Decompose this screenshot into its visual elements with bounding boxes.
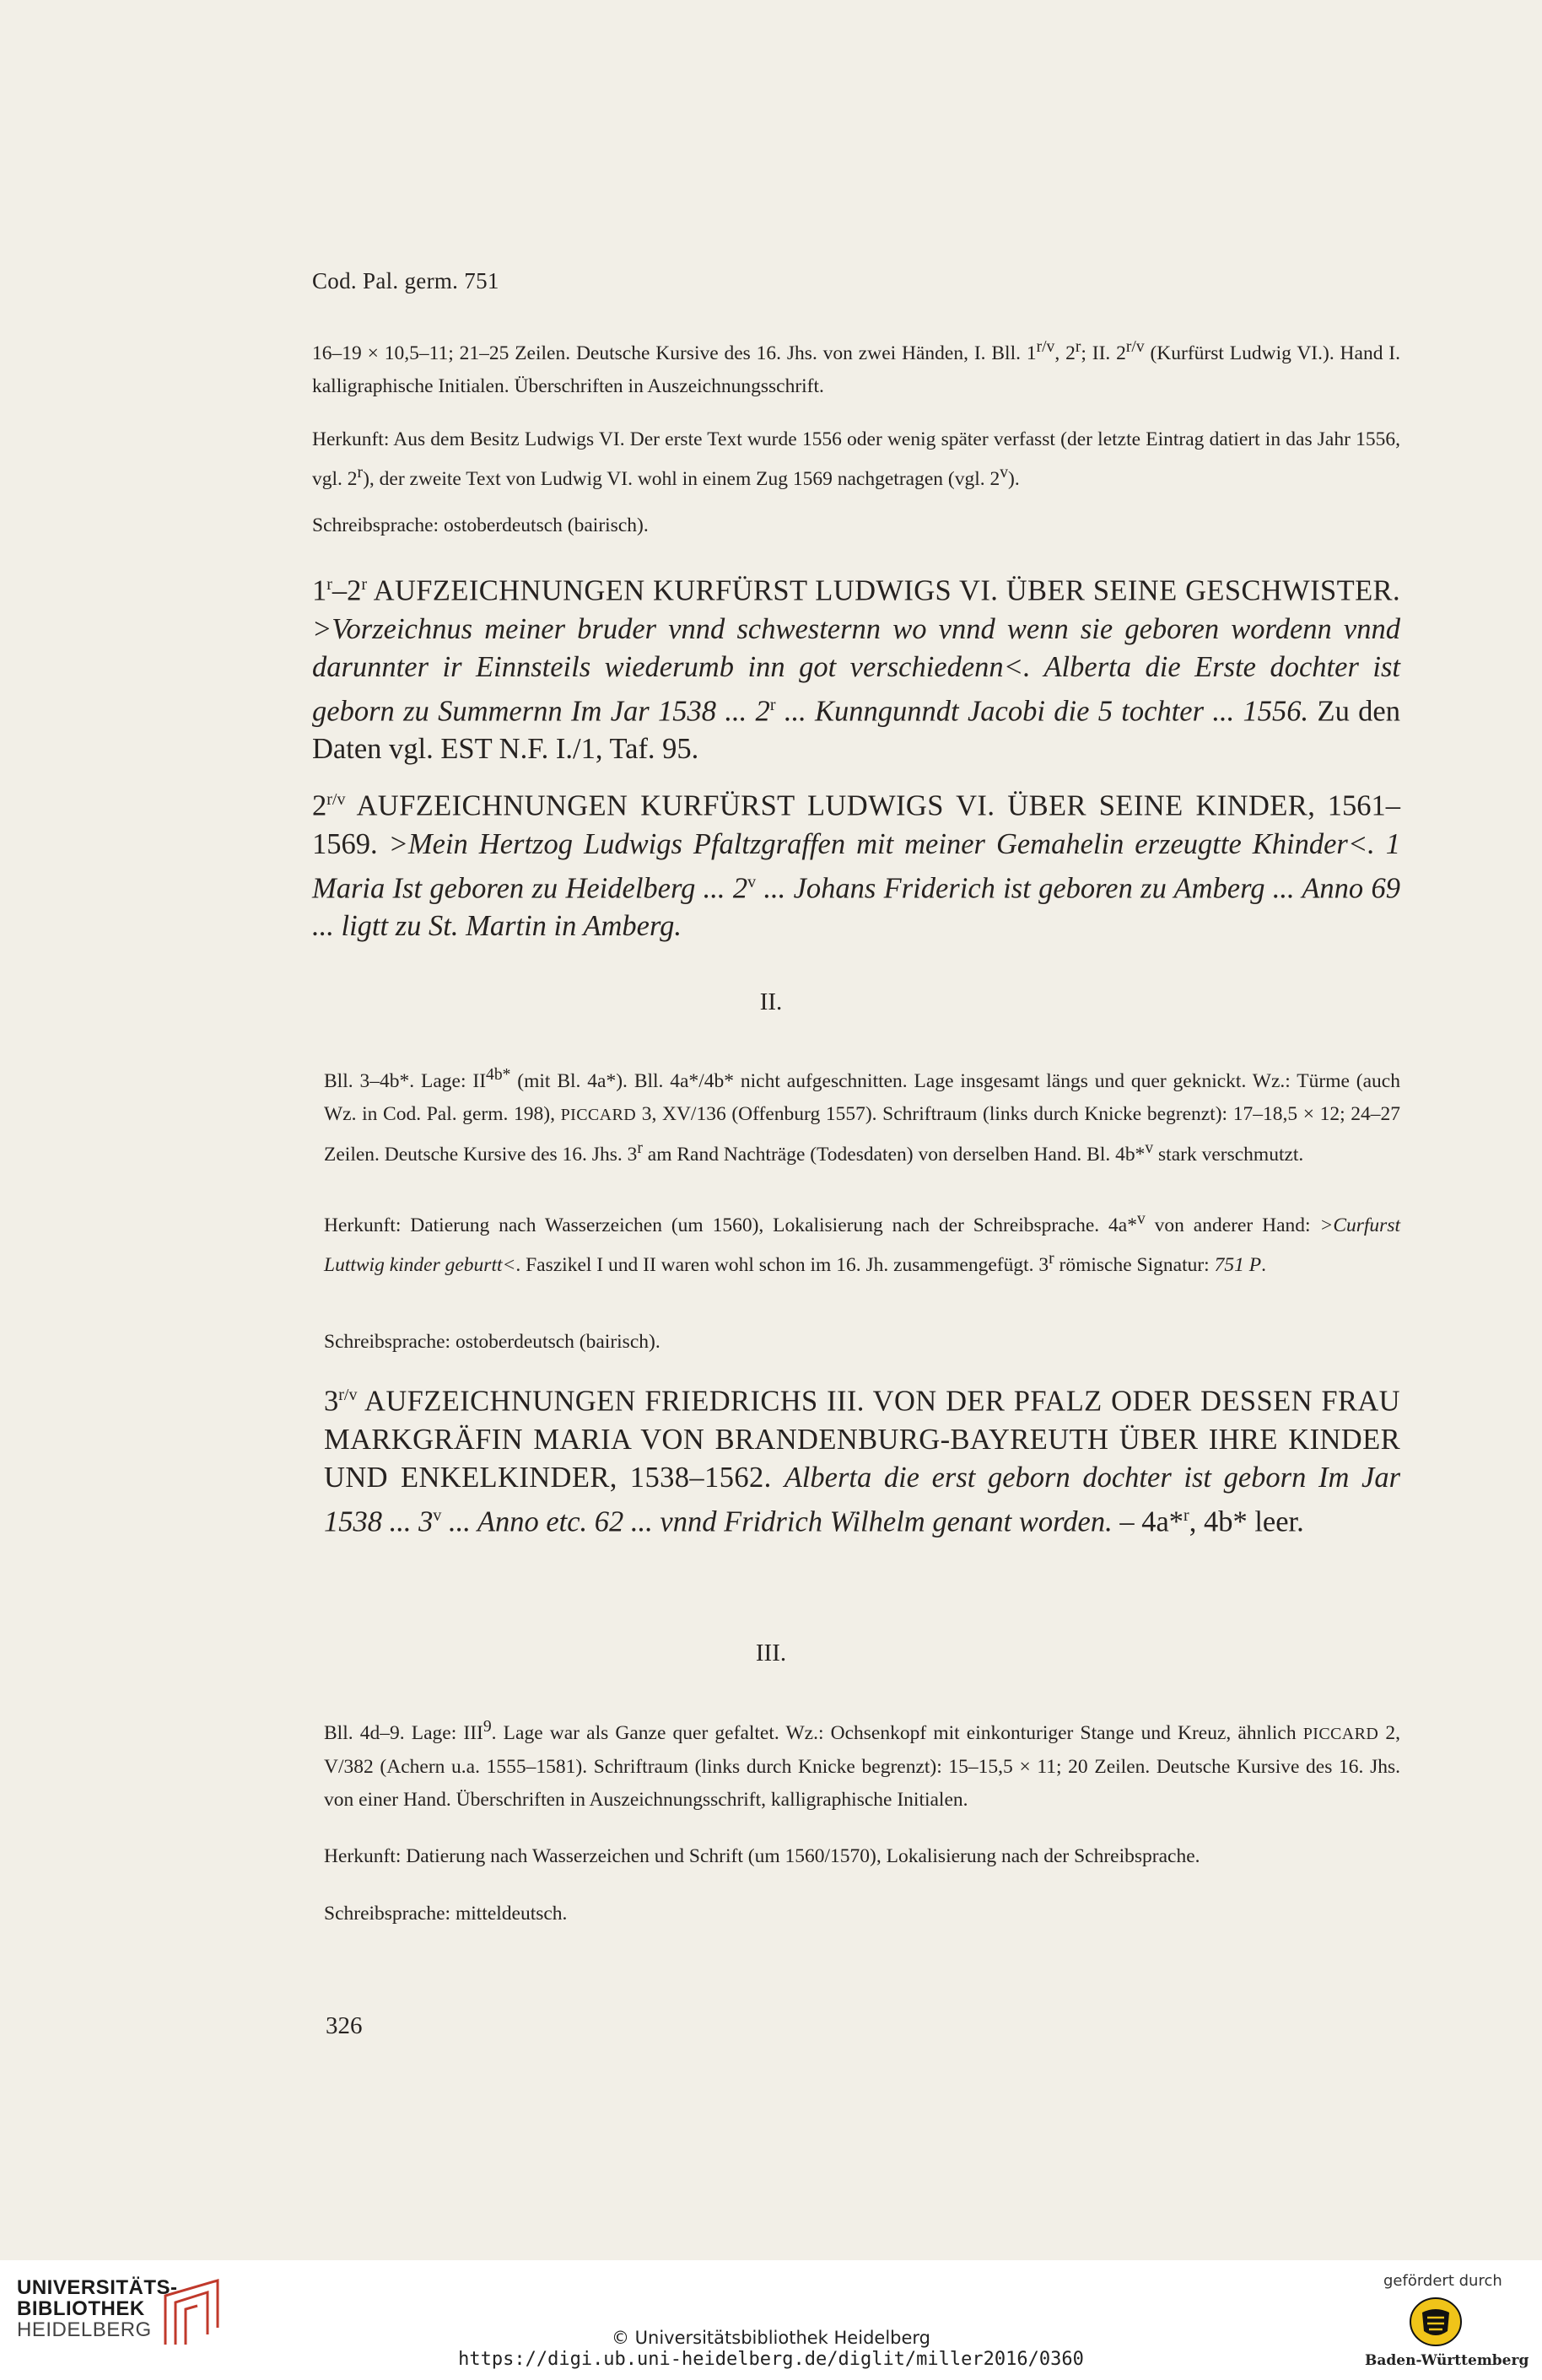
page-url-link[interactable]: https://digi.ub.uni-heidelberg.de/diglit/miller2016/0360	[458, 2349, 1084, 2370]
page-number: 326	[326, 2012, 363, 2039]
sponsor-name: Baden-Württemberg	[1365, 2352, 1529, 2369]
library-name-line-3: HEIDELBERG	[17, 2318, 152, 2341]
part1-entry-2: $2^{r/v}$ AUFZEICHNUNGEN KURFÜRST LUDWIGS VI. ÜBER SEINE KINDER, 1561–1569. >Mein Hertzog Ludwigs Pfaltzgraffen mit meiner Gemahelin erzeugtte Khinder<. 1 Maria Ist geboren zu Heidelberg ... 2$^v$ ... Johans Friderich ist geboren zu Amberg ... Anno 69 ... ligtt zu St. Martin in Amberg.	[312, 789, 1401, 942]
baden-wuerttemberg-crest-icon	[1409, 2296, 1463, 2348]
part3-schreibsprache: Schreibsprache: mitteldeutsch.	[324, 1903, 568, 1925]
part1-entry-1: 1$^r$–2$^r$ AUFZEICHNUNGEN KURFÜRST LUDWIGS VI. ÜBER SEINE GESCHWISTER. >Vorzeichnus meiner bruder vnnd schwesternn wo vnnd wenn sie geboren wordenn vnnd darunnter ir Einnsteils wiederumb inn got verschiedenn<. Alberta die Erste dochter ist geborn zu Summernn Im Jar 1538 ... 2$^r$ ... Kunngunndt Jacobi die 5 tochter ... 1556. Zu den Daten vgl. EST N.F. I./1, Taf. 95.	[312, 574, 1400, 765]
part3-numeral: III.	[755, 1640, 787, 1667]
part2-description: Bll. 3–4b*. Lage: $II^{4b*}$ (mit Bl. 4a*). Bll. 4a*/4b* nicht aufgeschnitten. Lage insgesamt längs und quer geknickt. Wz.: Türme (auch Wz. in Cod. Pal. germ. 198), PICCARD 3, XV/136 (Offenburg 1557). Schriftraum (links durch Knicke begrenzt): 17–18,5 × 12; 24–27 Zeilen. Deutsche Kursive des 16. Jhs. 3$^r$ am Rand Nachträge (Todesdaten) von derselben Hand. Bl. 4b*$^v$ stark verschmutzt.	[324, 1066, 1400, 1166]
part1-schreibsprache: Schreibsprache: ostoberdeutsch (bairisch).	[312, 514, 649, 536]
library-name-line-1: UNIVERSITÄTS-	[17, 2276, 178, 2299]
part1-herkunft: Herkunft: Aus dem Besitz Ludwigs VI. Der erste Text wurde 1556 oder wenig später verfasst (der letzte Eintrag datiert in das Jahr 1556, vgl. 2$^r$), der zweite Text von Ludwig VI. wohl in einem Zug 1569 nachgetragen (vgl. 2$^v$).	[312, 428, 1400, 490]
part2-numeral: II.	[759, 988, 783, 1015]
sponsor-label: gefördert durch	[1383, 2272, 1502, 2290]
part3-herkunft: Herkunft: Datierung nach Wasserzeichen und Schrift (um 1560/1570), Lokalisierung nach der Schreibsprache.	[324, 1845, 1200, 1867]
copyright-text: © Universitätsbibliothek Heidelberg	[611, 2328, 930, 2348]
library-name-line-2: BIBLIOTHEK	[17, 2297, 145, 2320]
part2-herkunft: Herkunft: Datierung nach Wasserzeichen (um 1560), Lokalisierung nach der Schreibsprache. 4a*$^v$ von anderer Hand: >Curfurst Luttwig kinder geburtt<. Faszikel I und II waren wohl schon im 16. Jh. zusammengefügt. 3$^r$ römische Signatur: 751 P.	[324, 1210, 1400, 1276]
part2-schreibsprache: Schreibsprache: ostoberdeutsch (bairisch).	[324, 1331, 660, 1353]
part3-description: Bll. 4d–9. Lage: III$^9$. Lage war als Ganze quer gefaltet. Wz.: Ochsenkopf mit einkonturiger Stange und Kreuz, ähnlich PICCARD 2, V/382 (Achern u.a. 1555–1581). Schriftraum (links durch Knicke begrenzt): 15–15,5 × 11; 20 Zeilen. Deutsche Kursive des 16. Jhs. von einer Hand. Überschriften in Auszeichnungsschrift, kalligraphische Initialen.	[324, 1718, 1400, 1811]
running-head: Cod. Pal. germ. 751	[312, 268, 499, 293]
part2-entry: $3^{r/v}$ AUFZEICHNUNGEN FRIEDRICHS III. VON DER PFALZ ODER DESSEN FRAU MARKGRÄFIN MARIA VON BRANDENBURG-BAYREUTH ÜBER IHRE KINDER UND ENKELKINDER, 1538–1562. Alberta die erst geborn dochter ist geborn Im Jar 1538 ... 3$^v$ ... Anno etc. 62 ... vnnd Fridrich Wilhelm genant worden. – 4a*$^r$, 4b* leer.	[324, 1385, 1400, 1537]
part1-description: 16–19 × 10,5–11; 21–25 Zeilen. Deutsche Kursive des 16. Jhs. von zwei Händen, I. Bll. $1^{r/v}$, 2$^r$; II. $2^{r/v}$ (Kurfürst Ludwig VI.). Hand I. kalligraphische Initialen. Überschriften in Auszeichnungsschrift.	[312, 338, 1401, 397]
